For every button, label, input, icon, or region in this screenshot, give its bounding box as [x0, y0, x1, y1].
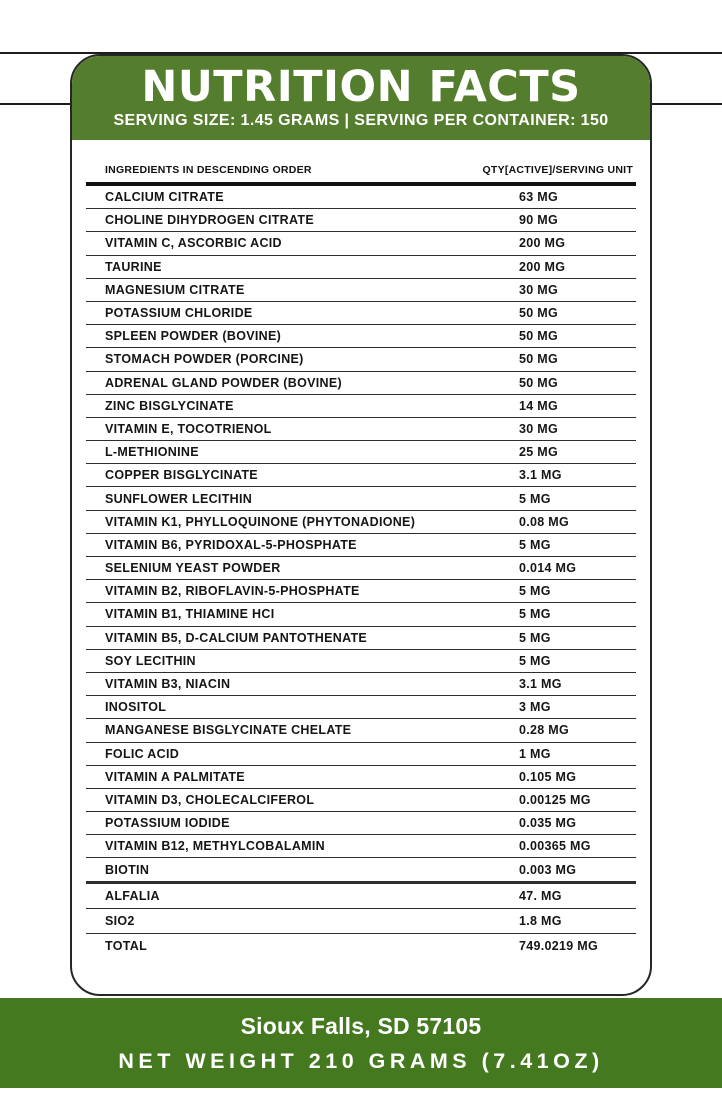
ingredient-qty: 5 MG — [519, 630, 551, 645]
table-row — [86, 696, 636, 719]
table-body — [86, 186, 636, 958]
table-row — [86, 418, 636, 441]
ingredient-name: SUNFLOWER LECITHIN — [105, 491, 253, 506]
ingredient-name: VITAMIN B12, METHYLCOBALAMIN — [105, 839, 325, 854]
table-row — [86, 650, 636, 673]
nutrition-facts-header — [72, 56, 650, 140]
ingredient-qty: 1.8 MG — [519, 913, 562, 928]
ingredient-qty: 5 MG — [519, 491, 551, 506]
ingredient-name: SIO2 — [105, 913, 135, 928]
table-row — [86, 325, 636, 348]
table-row — [86, 627, 636, 650]
ingredient-qty: 90 MG — [519, 213, 559, 228]
ingredient-name: VITAMIN A PALMITATE — [105, 769, 245, 784]
ingredient-name: FOLIC ACID — [105, 746, 180, 761]
ingredient-qty: 0.105 MG — [519, 769, 577, 784]
ingredient-qty: 5 MG — [519, 584, 551, 599]
ingredient-name: ADRENAL GLAND POWDER (BOVINE) — [105, 375, 342, 390]
ingredient-qty: 14 MG — [519, 398, 559, 413]
table-row — [86, 186, 636, 209]
ingredient-name: VITAMIN E, TOCOTRIENOL — [105, 421, 272, 436]
ingredient-name: VITAMIN D3, CHOLECALCIFEROL — [105, 792, 315, 807]
ingredient-qty: 50 MG — [519, 375, 559, 390]
ingredient-qty: 3 MG — [519, 700, 551, 715]
table-row — [86, 766, 636, 789]
ingredient-qty: 0.00125 MG — [519, 792, 591, 807]
footer-bar — [0, 998, 722, 1088]
table-row — [86, 719, 636, 742]
ingredient-name: CALCIUM CITRATE — [105, 190, 224, 205]
ingredient-qty: 50 MG — [519, 329, 559, 344]
table-row — [86, 934, 636, 958]
ingredient-qty: 1 MG — [519, 746, 551, 761]
ingredient-qty: 749.0219 MG — [519, 939, 599, 954]
column-header-ingredients: INGREDIENTS IN DESCENDING ORDER — [105, 164, 312, 176]
ingredient-qty: 47. MG — [519, 888, 562, 903]
ingredient-name: VITAMIN B5, D-CALCIUM PANTOTHENATE — [105, 630, 368, 645]
ingredient-name: INOSITOL — [105, 700, 167, 715]
ingredient-qty: 5 MG — [519, 607, 551, 622]
ingredient-name: VITAMIN B1, THIAMINE HCI — [105, 607, 275, 622]
table-row — [86, 302, 636, 325]
table-row — [86, 534, 636, 557]
ingredient-name: ZINC BISGLYCINATE — [105, 398, 234, 413]
ingredient-qty: 0.00365 MG — [519, 839, 591, 854]
table-row — [86, 464, 636, 487]
table-row — [86, 909, 636, 934]
footer-net-weight: NET WEIGHT 210 GRAMS (7.41OZ) — [118, 1048, 604, 1073]
table-row — [86, 441, 636, 464]
table-row — [86, 348, 636, 371]
table-row — [86, 256, 636, 279]
ingredient-qty: 0.08 MG — [519, 514, 570, 529]
ingredient-qty: 0.014 MG — [519, 561, 577, 576]
ingredient-qty: 5 MG — [519, 537, 551, 552]
ingredient-name: STOMACH POWDER (PORCINE) — [105, 352, 304, 367]
nutrition-facts-panel — [70, 54, 652, 996]
ingredient-qty: 0.035 MG — [519, 816, 577, 831]
ingredient-name: SOY LECITHIN — [105, 653, 196, 668]
ingredient-qty: 0.28 MG — [519, 723, 570, 738]
table-row — [86, 557, 636, 580]
ingredient-qty: 3.1 MG — [519, 468, 562, 483]
ingredient-qty: 3.1 MG — [519, 677, 562, 692]
ingredient-qty: 200 MG — [519, 236, 566, 251]
ingredient-name: SPLEEN POWDER (BOVINE) — [105, 329, 282, 344]
ingredient-qty: 50 MG — [519, 306, 559, 321]
ingredient-name: POTASSIUM CHLORIDE — [105, 306, 253, 321]
ingredient-name: TOTAL — [105, 939, 148, 954]
panel-title: NUTRITION FACTS — [141, 62, 581, 112]
ingredient-name: BIOTIN — [105, 862, 150, 877]
ingredient-name: TAURINE — [105, 259, 162, 274]
table-row — [86, 372, 636, 395]
ingredient-name: MANGANESE BISGLYCINATE CHELATE — [105, 723, 352, 738]
ingredient-name: L-METHIONINE — [105, 445, 199, 460]
footer-address: Sioux Falls, SD 57105 — [240, 1012, 482, 1039]
ingredient-qty: 50 MG — [519, 352, 559, 367]
table-row — [86, 789, 636, 812]
table-row — [86, 279, 636, 302]
ingredient-name: POTASSIUM IODIDE — [105, 816, 230, 831]
column-header-qty: QTY[ACTIVE]/SERVING UNIT — [482, 164, 633, 176]
ingredient-name: VITAMIN B2, RIBOFLAVIN-5-PHOSPHATE — [105, 584, 360, 599]
ingredient-name: VITAMIN B6, PYRIDOXAL-5-PHOSPHATE — [105, 537, 357, 552]
table-row — [86, 743, 636, 766]
table-row — [86, 511, 636, 534]
table-row — [86, 835, 636, 858]
table-row — [86, 673, 636, 696]
ingredient-qty: 5 MG — [519, 653, 551, 668]
table-row — [86, 884, 636, 909]
table-row — [86, 232, 636, 255]
ingredient-name: VITAMIN C, ASCORBIC ACID — [105, 236, 282, 251]
ingredient-qty: 30 MG — [519, 421, 559, 436]
table-row — [86, 487, 636, 510]
table-row — [86, 209, 636, 232]
ingredient-name: VITAMIN B3, NIACIN — [105, 677, 231, 692]
ingredient-qty: 200 MG — [519, 259, 566, 274]
table-row — [86, 858, 636, 883]
ingredient-qty: 63 MG — [519, 190, 559, 205]
ingredient-name: SELENIUM YEAST POWDER — [105, 561, 281, 576]
ingredient-qty: 25 MG — [519, 445, 559, 460]
table-column-header — [86, 140, 636, 186]
table-row — [86, 812, 636, 835]
ingredient-name: CHOLINE DIHYDROGEN CITRATE — [105, 213, 314, 228]
ingredient-name: ALFALIA — [105, 888, 160, 903]
ingredient-qty: 0.003 MG — [519, 862, 577, 877]
table-row — [86, 395, 636, 418]
ingredient-name: COPPER BISGLYCINATE — [105, 468, 258, 483]
ingredient-name: MAGNESIUM CITRATE — [105, 282, 245, 297]
ingredient-name: VITAMIN K1, PHYLLOQUINONE (PHYTONADIONE) — [105, 514, 416, 529]
serving-info: SERVING SIZE: 1.45 GRAMS | SERVING PER CONTAINER: 150 — [113, 112, 609, 129]
ingredient-qty: 30 MG — [519, 282, 559, 297]
table-row — [86, 603, 636, 626]
ingredients-table — [72, 140, 650, 958]
table-row — [86, 580, 636, 603]
